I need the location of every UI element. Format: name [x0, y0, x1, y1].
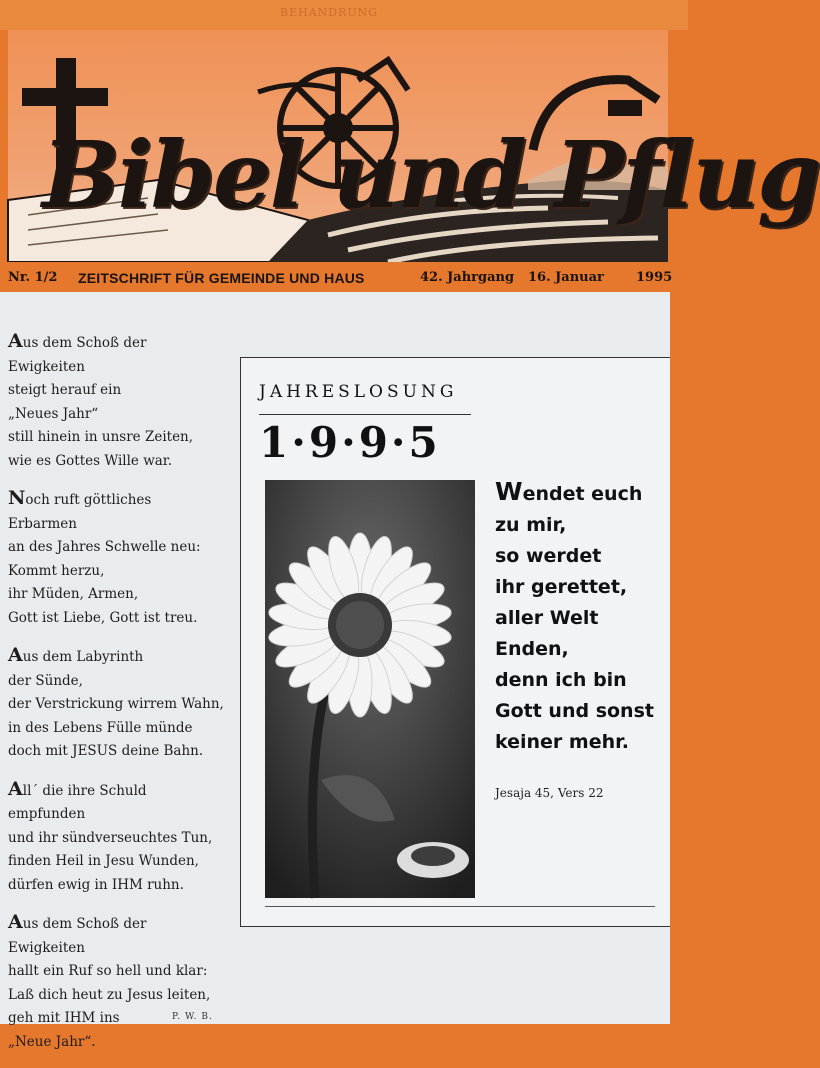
verse-reference: Jesaja 45, Vers 22: [495, 786, 604, 800]
poem-line-text: ihr Müden, Armen,: [8, 586, 139, 602]
poem-line-text: empfunden: [8, 806, 86, 822]
poem-line-text: wie es Gottes Wille war.: [8, 452, 173, 469]
poem-line: [8, 403, 238, 427]
poem-line: [8, 487, 238, 513]
verse-line: [495, 727, 670, 758]
poem-line: [8, 827, 238, 851]
poem-line: [8, 670, 238, 694]
poem-line-text: der Verstrickung wirrem Wahn,: [8, 696, 224, 712]
poem-line-text: finden Heil in Jesu Wunden,: [8, 853, 199, 869]
poem-line-text: „Neue Jahr“.: [8, 1033, 96, 1050]
poem-line-text: doch mit JESUS deine Bahn.: [8, 743, 204, 759]
poem-line: [8, 778, 238, 804]
verse-line-text: endet euch: [522, 483, 643, 505]
verse-line: [495, 476, 670, 510]
poem-line: [8, 693, 238, 717]
verse-line-text: ihr gerettet,: [495, 576, 628, 598]
poem-line-text: Ewigkeiten: [8, 939, 85, 956]
poem-initial: A: [8, 644, 23, 666]
poem-line-text: Erbarmen: [8, 515, 77, 532]
poem-line: [8, 937, 238, 961]
new-year-poem: [8, 330, 238, 1068]
volume-label: 42. Jahrgang: [420, 270, 515, 285]
poem-initial: A: [8, 330, 23, 352]
verse-line: [495, 541, 670, 572]
poem-line-text: „Neues Jahr“: [8, 405, 99, 422]
poem-initial: A: [8, 777, 23, 800]
masthead-subtitle: ZEITSCHRIFT FÜR GEMEINDE UND HAUS: [78, 270, 365, 286]
poem-signature: P. W. B.: [172, 1012, 213, 1022]
poem-line-text: och ruft göttliches: [25, 492, 152, 508]
cover-right-edge: [670, 292, 688, 1024]
jahreslosung-label: JAHRESLOSUNG: [259, 382, 458, 402]
jahreslosung-year: 1·9·9·5: [259, 418, 441, 467]
poem-line: [8, 450, 238, 474]
poem-stanza: [8, 330, 238, 473]
verse-line: [495, 603, 670, 634]
poem-initial: N: [8, 487, 26, 509]
verse-line-text: denn ich bin: [495, 669, 627, 691]
poem-line: [8, 607, 238, 631]
poem-line: [8, 356, 238, 380]
poem-line: [8, 644, 238, 670]
verse-line: [495, 665, 670, 696]
poem-line-text: Kommt herzu,: [8, 562, 105, 579]
poem-line-text: geh mit IHM ins: [8, 1010, 120, 1026]
poem-line-text: der Sünde,: [8, 672, 83, 689]
poem-line: [8, 330, 238, 356]
verse-line: [495, 510, 670, 541]
jahreslosung-divider: [259, 414, 471, 415]
poem-line-text: hallt ein Ruf so hell und klar:: [8, 963, 208, 979]
poem-stanza: [8, 911, 238, 1054]
verse-line-text: aller Welt: [495, 607, 599, 629]
poem-line: [8, 560, 238, 584]
masthead-title: Bibel und Pflug: [42, 121, 820, 229]
issue-number: Nr. 1/2: [8, 270, 58, 285]
verse-line-text: Gott und sonst: [495, 700, 654, 722]
poem-stanza: [8, 644, 238, 764]
poem-line-text: steigt herauf ein: [8, 382, 122, 398]
sunflower-photo: [265, 480, 475, 898]
poem-line: [8, 536, 238, 560]
poem-line: [8, 984, 238, 1008]
verse-initial: W: [495, 477, 523, 506]
poem-line-text: Ewigkeiten: [8, 358, 85, 375]
poem-line-text: us dem Schoß der: [22, 335, 147, 351]
masthead: [8, 30, 820, 262]
poem-line: [8, 426, 238, 450]
poem-line-text: dürfen ewig in IHM ruhn.: [8, 876, 184, 893]
poem-line: [8, 740, 238, 764]
issue-year: 1995: [636, 270, 673, 285]
verse-line: [495, 572, 670, 603]
poem-line-text: Gott ist Liebe, Gott ist treu.: [8, 609, 198, 626]
verse-line: [495, 696, 670, 727]
poem-line: [8, 960, 238, 984]
poem-line-text: an des Jahres Schwelle neu:: [8, 539, 201, 555]
verse-text: [495, 476, 670, 758]
verse-line-text: Enden,: [495, 638, 569, 660]
poem-line: [8, 583, 238, 607]
poem-initial: A: [8, 911, 23, 933]
verse-line-text: keiner mehr.: [495, 731, 630, 753]
verse-line-text: so werdet: [495, 545, 602, 567]
poem-stanza: [8, 778, 238, 898]
issue-date: 16. Januar: [528, 270, 604, 285]
poem-line-text: ll´ die ihre Schuld: [22, 782, 147, 799]
poem-line: [8, 513, 238, 537]
poem-stanza: [8, 487, 238, 630]
verse-line: [495, 634, 670, 665]
sunflower-image: [265, 480, 475, 898]
running-head: BEHANDRUNG: [280, 6, 379, 19]
jahreslosung-box: [240, 357, 674, 927]
poem-line-text: us dem Labyrinth: [22, 649, 144, 665]
poem-line: [8, 803, 238, 827]
page-sheet: [0, 292, 670, 1050]
poem-line: [8, 874, 238, 898]
poem-line: [8, 717, 238, 741]
poem-line-text: und ihr sündverseuchtes Tun,: [8, 829, 213, 846]
poem-line-text: still hinein in unsre Zeiten,: [8, 429, 194, 445]
jahreslosung-bottom-rule: [265, 906, 655, 907]
poem-line-text: Laß dich heut zu Jesus leiten,: [8, 986, 211, 1003]
masthead-info-bar: [0, 262, 688, 294]
poem-line: [8, 911, 238, 937]
poem-line-text: in des Lebens Fülle münde: [8, 719, 193, 736]
poem-line: [8, 379, 238, 403]
verse-line-text: zu mir,: [495, 514, 567, 536]
poem-line: [8, 1031, 238, 1055]
poem-line-text: us dem Schoß der: [22, 916, 147, 932]
poem-line: [8, 850, 238, 874]
